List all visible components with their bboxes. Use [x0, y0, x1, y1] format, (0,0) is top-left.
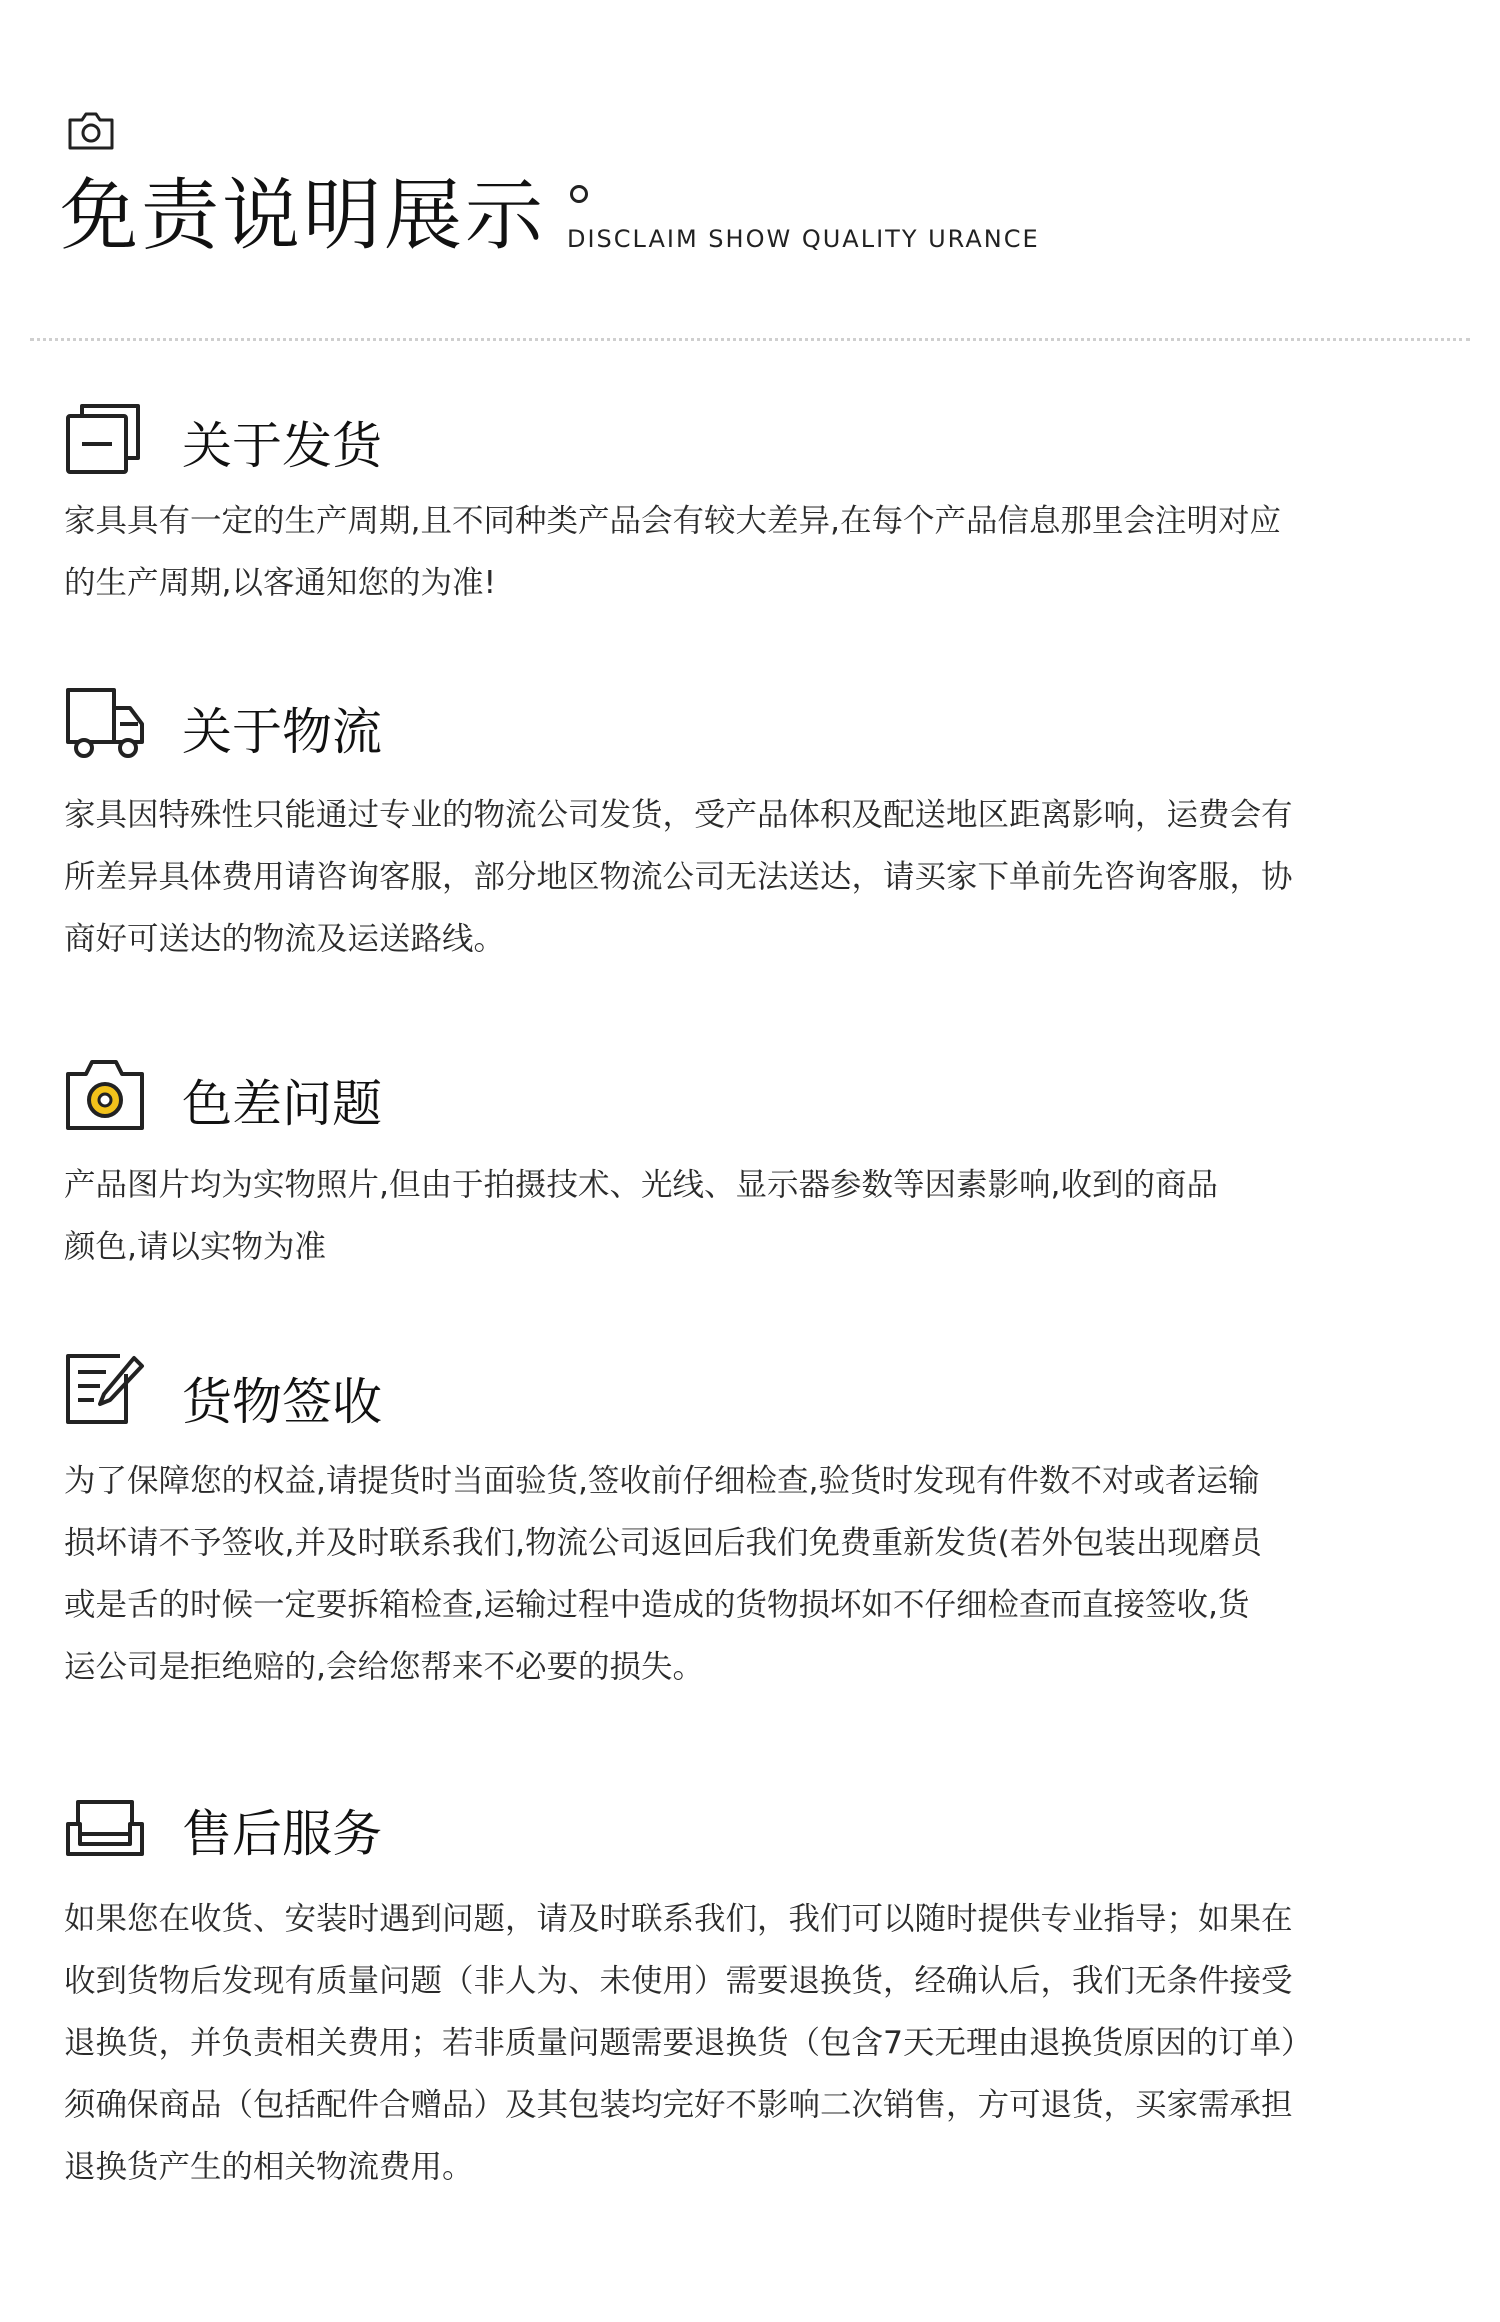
- body-line: 收到货物后发现有质量问题（非人为、未使用）需要退换货，经确认后，我们无条件接受: [64, 1963, 1293, 1999]
- sofa-icon: [64, 1790, 146, 1868]
- section-title: 关于物流: [182, 703, 382, 761]
- section-body: [64, 1888, 1444, 2198]
- camera-icon: [66, 110, 116, 152]
- body-line: 所差异具体费用请咨询客服，部分地区物流公司无法送达，请买家下单前先咨询客服，协: [64, 859, 1293, 895]
- body-line: 家具具有一定的生产周期,且不同种类产品会有较大差异,在每个产品信息那里会注明对应: [64, 503, 1282, 539]
- body-line: 颜色,请以实物为准: [64, 1229, 327, 1265]
- section-title: 关于发货: [182, 417, 382, 475]
- body-line: 损坏请不予签收,并及时联系我们,物流公司返回后我们免费重新发货(若外包装出现磨员: [64, 1525, 1262, 1561]
- page-subtitle: DISCLAIM SHOW QUALITY URANCE: [567, 225, 1040, 253]
- dotted-divider: [30, 338, 1470, 341]
- section-body: [64, 1154, 1444, 1278]
- camera-icon: [64, 1056, 146, 1134]
- section-title: 色差问题: [182, 1075, 382, 1133]
- title-dot-icon: [570, 185, 588, 203]
- document-edit-icon: [64, 1350, 146, 1428]
- delivery-truck-icon: [64, 684, 146, 762]
- body-line: 为了保障您的权益,请提货时当面验货,签收前仔细检查,验货时发现有件数不对或者运输: [64, 1463, 1260, 1499]
- body-line: 或是舌的时候一定要拆箱检查,运输过程中造成的货物损坏如不仔细检查而直接签收,货: [64, 1587, 1250, 1623]
- package-box-icon: [64, 400, 146, 478]
- section-body: [64, 490, 1444, 614]
- section-body: [64, 1450, 1444, 1698]
- section-title: 售后服务: [182, 1805, 382, 1863]
- body-line: 退换货产生的相关物流费用。: [64, 2149, 474, 2185]
- section-title: 货物签收: [182, 1373, 382, 1431]
- body-line: 如果您在收货、安装时遇到问题，请及时联系我们，我们可以随时提供专业指导；如果在: [64, 1901, 1293, 1937]
- body-line: 退换货，并负责相关费用；若非质量问题需要退换货（包含7天无理由退换货原因的订单）: [64, 2025, 1313, 2061]
- body-line: 商好可送达的物流及运送路线。: [64, 921, 506, 957]
- body-line: 产品图片均为实物照片,但由于拍摄技术、光线、显示器参数等因素影响,收到的商品: [64, 1167, 1219, 1203]
- page-title: 免责说明展示: [60, 171, 547, 261]
- body-line: 运公司是拒绝赔的,会给您帮来不必要的损失。: [64, 1649, 705, 1685]
- body-line: 须确保商品（包括配件合赠品）及其包装均完好不影响二次销售，方可退货，买家需承担: [64, 2087, 1293, 2123]
- section-body: [64, 784, 1444, 970]
- body-line: 的生产周期,以客通知您的为准!: [64, 565, 497, 601]
- body-line: 家具因特殊性只能通过专业的物流公司发货，受产品体积及配送地区距离影响，运费会有: [64, 797, 1293, 833]
